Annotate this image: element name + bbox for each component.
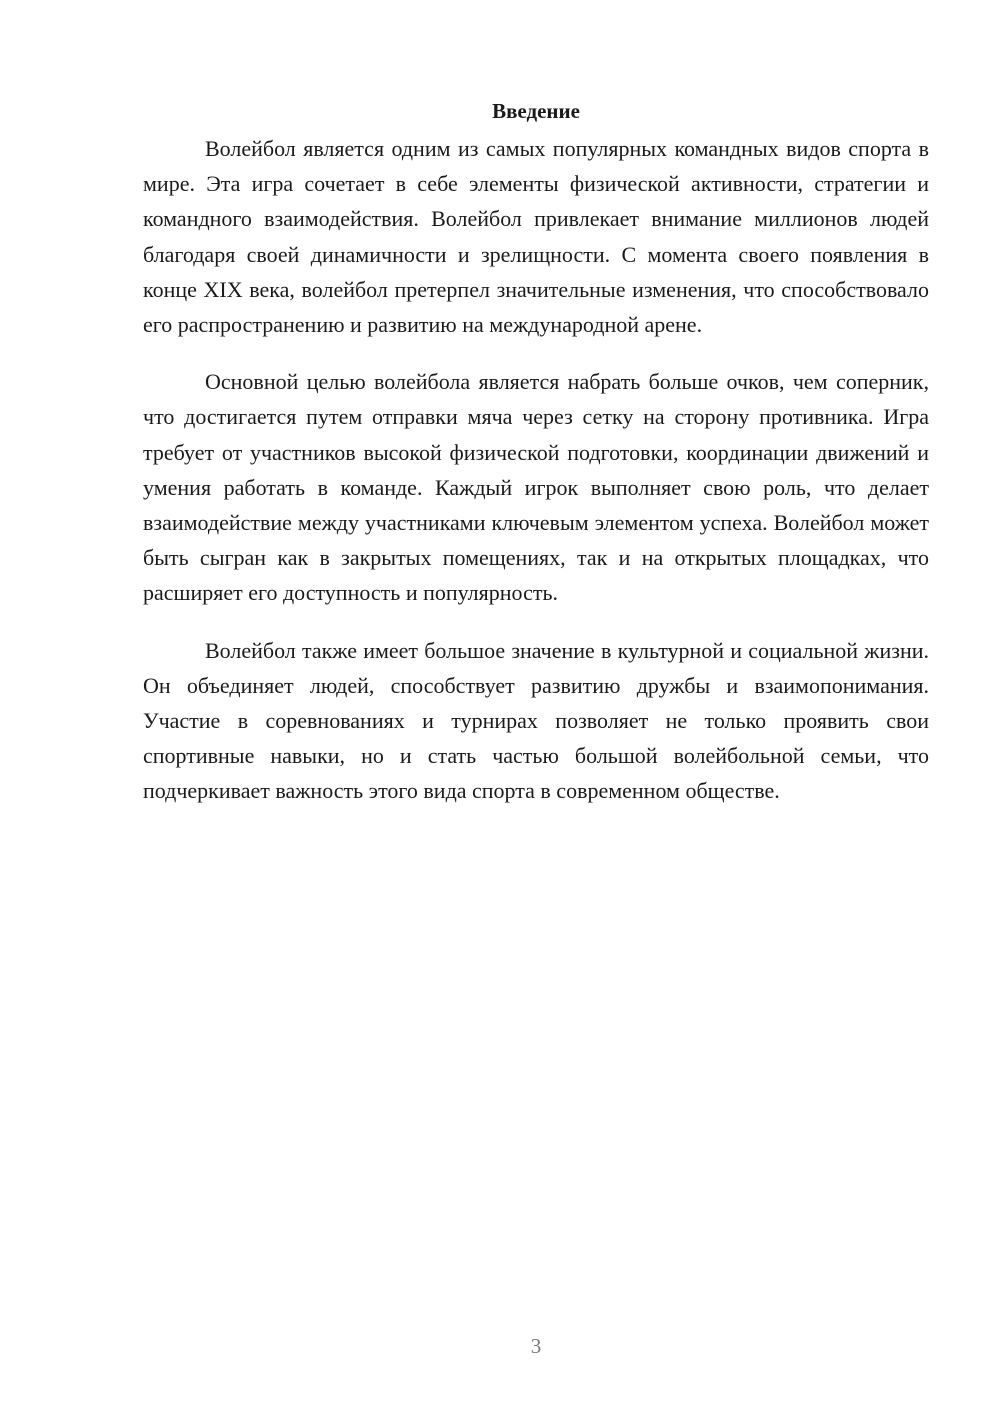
paragraph-2: Основной целью волейбола является набрать больше очков, чем соперник, что достигается путем отправки мяча через сетку на сторону противника. Игра требует от участников высокой физической подготовки, координации движений и умения работать в команде. Каждый игрок выполняет свою роль, что делает взаимодействие между участниками ключевым элементом успеха. Волейбол может быть сыгран как в закрытых помещениях, так и на открытых площадках, что расширяет его доступность и популярность. xyxy=(143,369,929,606)
section-title: Введение xyxy=(492,99,580,123)
paragraph-3: Волейбол также имеет большое значение в культурной и социальной жизни. Он объединяет людей, способствует развитию дружбы и взаимопонимания. Участие в соревнованиях и турнирах позволяет не только проявить свои спортивные навыки, но и стать частью большой волейбольной семьи, что подчеркивает важность этого вида спорта в современном обществе. xyxy=(143,637,929,804)
paragraph-1: Волейбол является одним из самых популярных командных видов спорта в мире. Эта игра сочетает в себе элементы физической активности, стратегии и командного взаимодействия. Волейбол привлекает внимание миллионов людей благодаря своей динамичности и зрелищности. С момента своего появления в конце XIX века, волейбол претерпел значительные изменения, что способствовало его распространению и развитию на международной арене. xyxy=(143,136,929,338)
page-content xyxy=(143,93,929,831)
page-number: 3 xyxy=(530,1334,542,1358)
